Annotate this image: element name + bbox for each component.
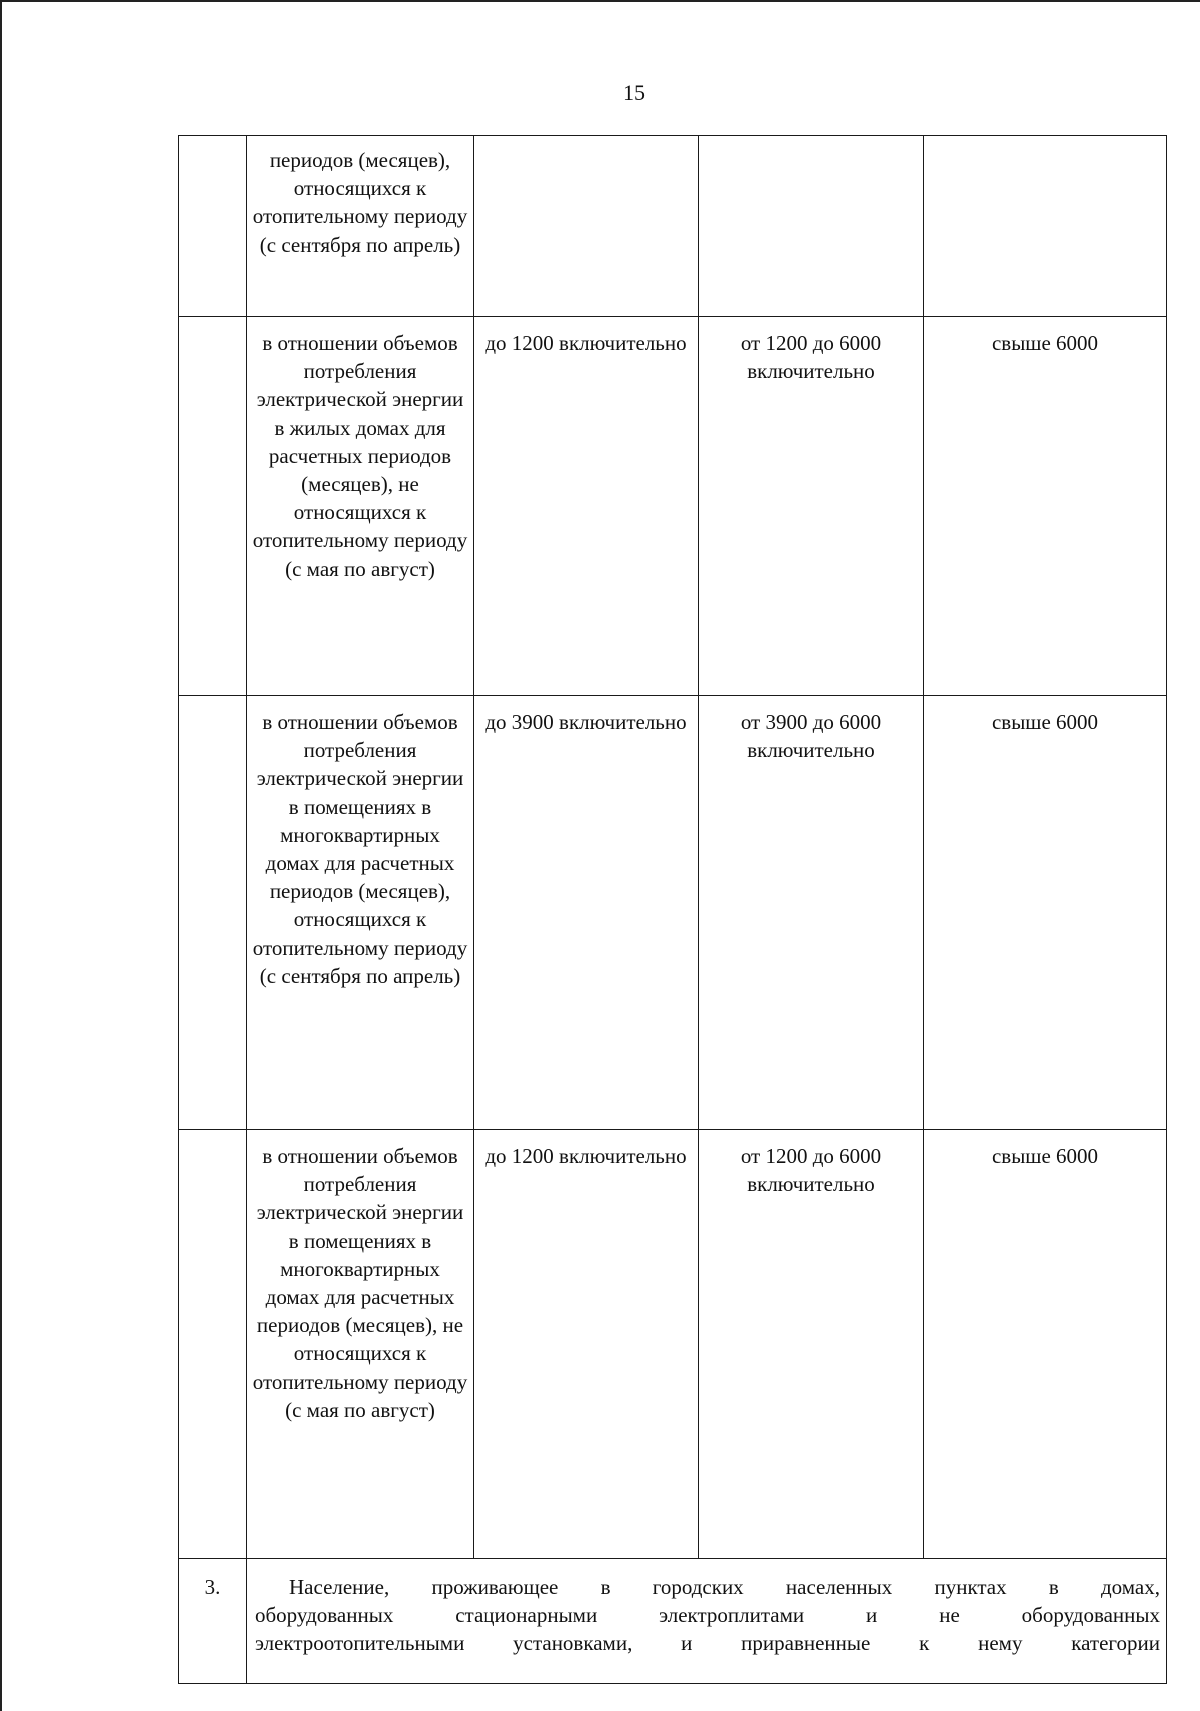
table-row (179, 317, 1167, 696)
range-high-cell (924, 136, 1167, 317)
row-number-cell (179, 1130, 247, 1559)
category-description-cell (247, 1559, 1167, 1684)
description-cell: в отношении объемов потребления электрической энергии в помещениях в многоквартирных домах для расчетных периодов (месяцев), относящихся к отопительному периоду (с сентября по апрель) (247, 696, 474, 1130)
range-mid-cell (699, 136, 924, 317)
scan-edge-top (0, 0, 1200, 2)
table-row (179, 1130, 1167, 1559)
row-number-cell: 3. (179, 1559, 247, 1684)
tariff-table (178, 135, 1160, 1684)
range-low-cell: до 1200 включительно (474, 1130, 699, 1559)
range-low-cell: до 1200 включительно (474, 317, 699, 696)
table-row (179, 136, 1167, 317)
description-cell: периодов (месяцев), относящихся к отопительному периоду (с сентября по апрель) (247, 136, 474, 317)
description-cell: в отношении объемов потребления электрической энергии в жилых домах для расчетных периодов (месяцев), не относящихся к отопительному периоду (с мая по август) (247, 317, 474, 696)
range-mid-cell: от 1200 до 6000 включительно (699, 317, 924, 696)
row-number-cell (179, 136, 247, 317)
range-high-cell: свыше 6000 (924, 696, 1167, 1130)
range-low-cell: до 3900 включительно (474, 696, 699, 1130)
consumption-table (178, 135, 1167, 1684)
range-high-cell: свыше 6000 (924, 317, 1167, 696)
range-low-cell (474, 136, 699, 317)
table-row (179, 696, 1167, 1130)
category-text-line: оборудованных стационарными электроплитами и не оборудованных (255, 1603, 1160, 1628)
table-row (179, 1559, 1167, 1684)
category-text-line: электроотопительными установками, и приравненные к нему категории (255, 1631, 1160, 1656)
range-mid-cell: от 3900 до 6000 включительно (699, 696, 924, 1130)
range-high-cell: свыше 6000 (924, 1130, 1167, 1559)
category-text-line: Население, проживающее в городских населенных пунктах в домах, (289, 1575, 1160, 1599)
row-number-cell (179, 696, 247, 1130)
page-number: 15 (623, 80, 645, 105)
range-mid-cell: от 1200 до 6000 включительно (699, 1130, 924, 1559)
scan-edge-left (0, 0, 2, 1711)
row-number-cell (179, 317, 247, 696)
description-cell: в отношении объемов потребления электрической энергии в помещениях в многоквартирных домах для расчетных периодов (месяцев), не относящихся к отопительному периоду (с мая по август) (247, 1130, 474, 1559)
